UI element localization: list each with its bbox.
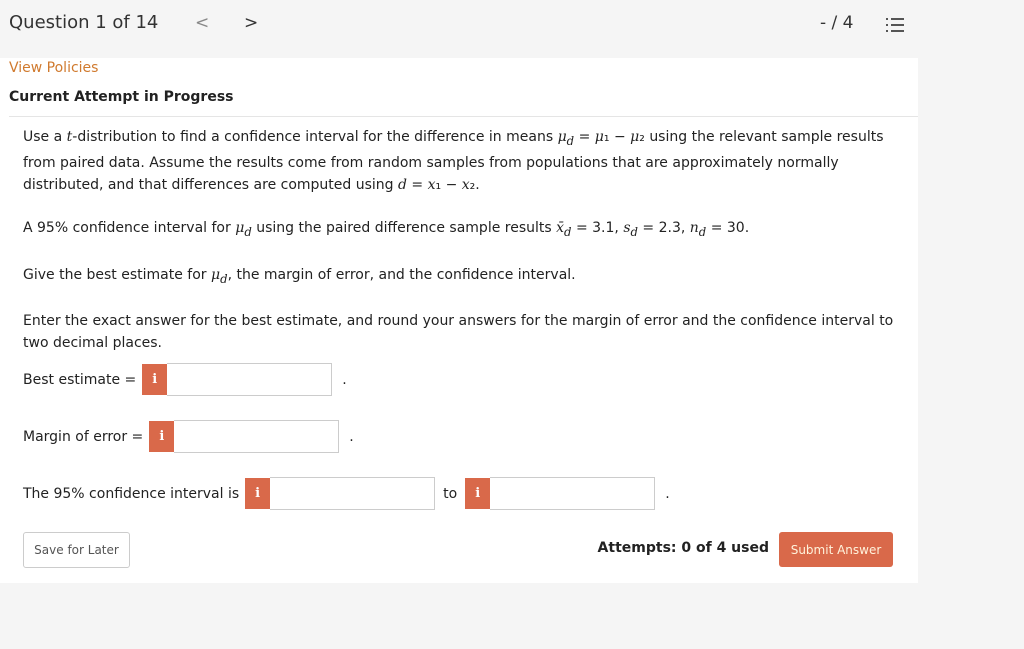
view-policies-link[interactable]: View Policies [9, 60, 99, 76]
margin-of-error-input[interactable] [174, 420, 339, 453]
math-symbol: x̄ [556, 219, 565, 236]
margin-of-error-label: Margin of error = [23, 428, 144, 445]
question-paragraph [23, 217, 903, 243]
question-paragraph [23, 264, 903, 290]
math-symbol: μ [235, 219, 245, 236]
question-paragraph [23, 126, 903, 196]
question-list-icon[interactable] [886, 17, 904, 37]
best-estimate-input[interactable] [167, 363, 332, 396]
attempts-counter: Attempts: 0 of 4 used [597, 540, 769, 556]
margin-of-error-row [23, 420, 354, 453]
text-segment: Give the best estimate for [23, 266, 212, 283]
attempt-status: Current Attempt in Progress [9, 89, 234, 105]
text-segment: Use a [23, 129, 67, 145]
math-symbol: d [220, 271, 228, 286]
text-segment: Enter the exact answer for the best estimate, and round your answers for the margin of error and the confidence interval to two decimal places. [23, 313, 894, 352]
ci-lower-input[interactable] [270, 477, 435, 510]
ci-upper-input[interactable] [490, 477, 655, 510]
math-symbol: d [698, 224, 707, 239]
question-header [0, 0, 1024, 58]
info-icon[interactable]: i [465, 478, 490, 509]
math-symbol: n [689, 219, 699, 236]
best-estimate-row [23, 363, 347, 396]
text-segment: A 95% confidence interval for [23, 219, 236, 236]
period: . [342, 371, 347, 388]
math-symbol: μ [211, 266, 221, 283]
math-symbol: x [461, 176, 470, 193]
math-symbol: d [566, 133, 575, 148]
question-card [0, 58, 918, 583]
text-segment: ₁ − [435, 176, 462, 193]
confidence-interval-label: The 95% confidence interval is [23, 485, 240, 502]
to-label: to [443, 485, 458, 502]
text-segment: ₂ using the relevant sample results from paired data. Assume the results come from random samples from populations that are approximately normally distributed, and that differences are computed using [23, 129, 884, 193]
save-for-later-button[interactable]: Save for Later [23, 532, 130, 568]
text-segment: = 3.1, [571, 219, 624, 236]
math-symbol: t [66, 129, 73, 145]
text-segment: = [574, 129, 595, 145]
question-text [23, 126, 903, 375]
info-icon[interactable]: i [245, 478, 270, 509]
prev-question-button[interactable]: < [195, 13, 210, 33]
text-segment: , the margin of error, and the confidence interval. [227, 266, 576, 283]
divider [9, 116, 918, 117]
math-symbol: s [623, 219, 631, 236]
math-symbol: μ [630, 129, 640, 145]
text-segment: ₁ − [603, 129, 631, 145]
info-icon[interactable]: i [149, 421, 174, 452]
question-counter: Question 1 of 14 [9, 12, 159, 33]
period: . [349, 428, 354, 445]
best-estimate-label: Best estimate = [23, 371, 137, 388]
text-segment: = 2.3, [637, 219, 690, 236]
text-segment: using the paired difference sample results [251, 219, 557, 236]
score: - / 4 [820, 13, 854, 33]
submit-answer-button[interactable]: Submit Answer [779, 532, 893, 567]
period: . [665, 485, 670, 502]
question-paragraph [23, 310, 903, 354]
next-question-button[interactable]: > [244, 13, 259, 33]
text-segment: = 30. [706, 219, 750, 236]
math-symbol: μ [557, 129, 567, 145]
text-segment: ₂. [469, 176, 480, 193]
math-symbol: d [630, 224, 638, 239]
confidence-interval-row [23, 477, 670, 510]
info-icon[interactable]: i [142, 364, 167, 395]
math-symbol: d = x [398, 176, 436, 193]
math-symbol: μ [594, 129, 604, 145]
text-segment: -distribution to find a confidence interval for the difference in means [72, 129, 558, 145]
math-symbol: d [244, 224, 252, 239]
math-symbol: d [564, 224, 572, 239]
